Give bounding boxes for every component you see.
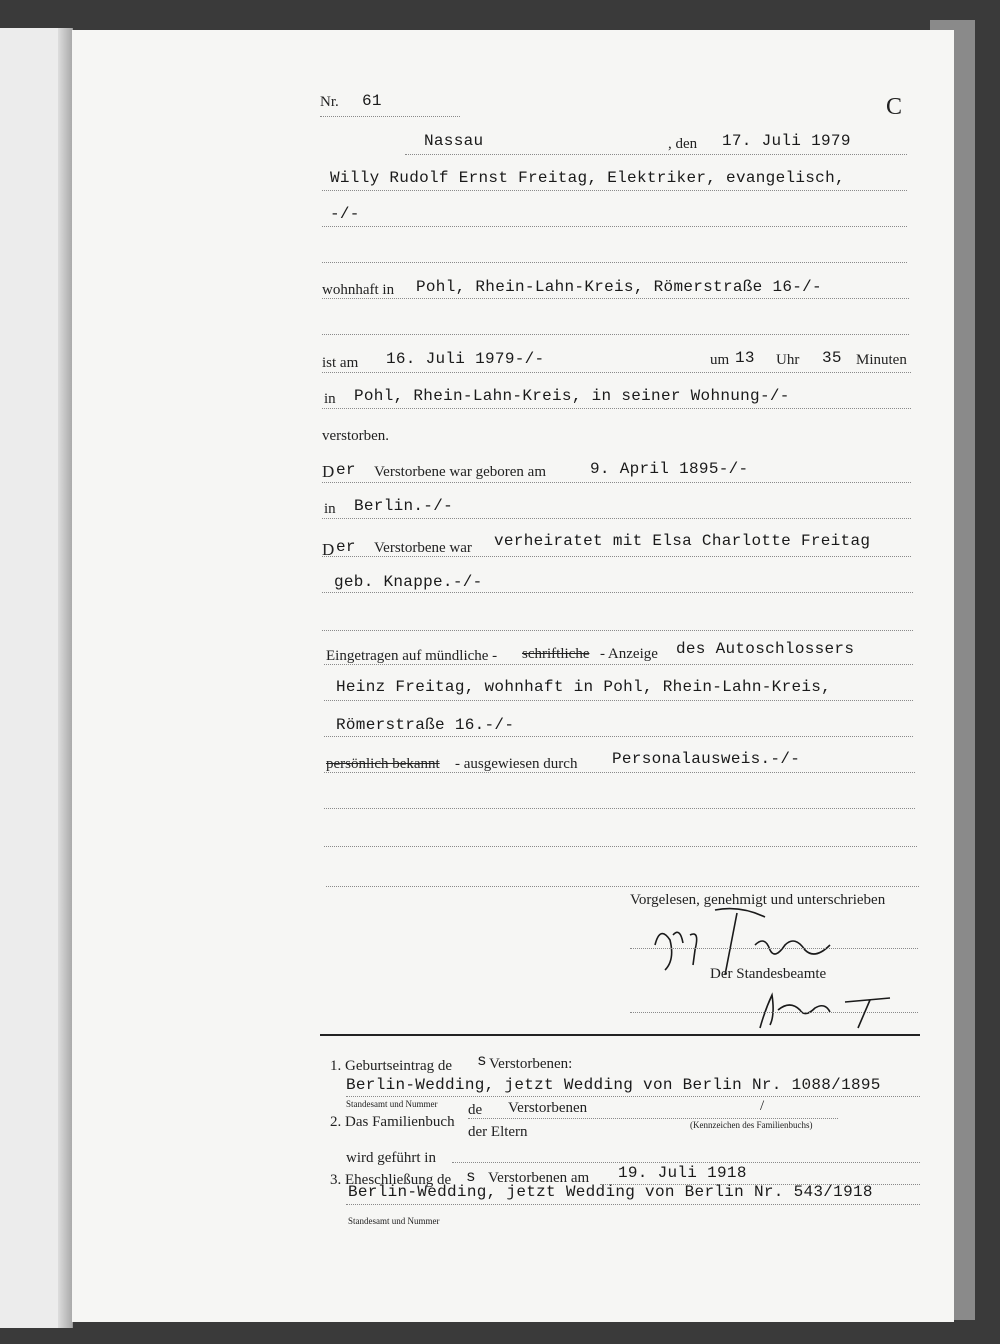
extra-line <box>322 226 907 227</box>
kennzeichen-label: (Kennzeichen des Familienbuchs) <box>690 1120 813 1130</box>
id-line <box>324 772 915 773</box>
death-date-line <box>322 372 911 373</box>
marriage-registry-line <box>346 1204 920 1205</box>
birth-place: Berlin.-/- <box>354 497 454 515</box>
signature-line-2 <box>630 1012 918 1013</box>
marriage-text-2: geb. Knappe.-/- <box>334 573 483 591</box>
address-line <box>322 298 909 299</box>
place-of-record: Nassau <box>424 132 484 150</box>
death-minutes: 35 <box>822 349 842 367</box>
item1-typed: s <box>477 1052 487 1070</box>
marriage-er: er <box>336 538 356 556</box>
register-letter: C <box>886 94 903 120</box>
death-place: Pohl, Rhein-Lahn-Kreis, in seiner Wohnung-/- <box>354 387 790 405</box>
standesamt-label-2: Standesamt und Nummer <box>348 1216 440 1226</box>
wohnhaft-label: wohnhaft in <box>322 282 395 298</box>
birth-date: 9. April 1895-/- <box>590 460 749 478</box>
death-date: 16. Juli 1979-/- <box>386 350 545 368</box>
wird-label: wird geführt in <box>346 1150 436 1166</box>
marriage-text-1: verheiratet mit Elsa Charlotte Freitag <box>494 532 871 550</box>
marriage-registry: Berlin-Wedding, jetzt Wedding von Berlin Nr. 543/1918 <box>348 1183 873 1201</box>
marriage-d: D <box>322 540 335 559</box>
birth-in-label: in <box>324 501 336 517</box>
marriage-label: Verstorbene war <box>374 540 472 556</box>
item1-label: 1. Geburtseintrag de <box>330 1058 453 1074</box>
blank-line-6 <box>326 886 919 887</box>
signature-line-1 <box>630 948 918 949</box>
record-date: 17. Juli 1979 <box>722 132 851 150</box>
death-in-label: in <box>324 391 336 407</box>
item1-suffix: Verstorbenen: <box>489 1056 573 1072</box>
blank-line <box>322 262 907 263</box>
page-gutter <box>58 28 72 1328</box>
minuten-label: Minuten <box>856 352 907 368</box>
informant-street: Römerstraße 16.-/- <box>336 716 515 734</box>
birth-d: D <box>322 462 335 481</box>
blank-line-4 <box>324 808 915 809</box>
informant-title: des Autoschlossers <box>676 640 855 658</box>
birth-date-line <box>322 482 911 483</box>
item2-slash: / <box>760 1098 765 1114</box>
nr-value: 61 <box>362 92 382 110</box>
registration-line-3 <box>324 736 913 737</box>
deceased-name: Willy Rudolf Ernst Freitag, Elektriker, evangelisch, <box>330 169 845 187</box>
item2-eltern: der Eltern <box>468 1124 528 1140</box>
item3-label: 3. Eheschließung de <box>330 1172 452 1188</box>
item2-verstorbenen: Verstorbenen <box>508 1100 588 1116</box>
nr-line <box>320 116 460 117</box>
familienbuch-line <box>468 1118 838 1119</box>
verstorben-label: verstorben. <box>322 428 390 444</box>
deceased-extra: -/- <box>330 205 360 223</box>
birth-place-line <box>322 518 911 519</box>
id-label: - ausgewiesen durch <box>455 756 578 772</box>
read-approved-label: Vorgelesen, genehmigt und unterschrieben <box>630 892 886 908</box>
informant-name: Heinz Freitag, wohnhaft in Pohl, Rhein-Lahn-Kreis, <box>336 678 832 696</box>
registration-label-b: - Anzeige <box>600 646 658 662</box>
id-document: Personalausweis.-/- <box>612 750 801 768</box>
registration-label-a: Eingetragen auf mündliche - <box>326 648 498 664</box>
marriage-line-1 <box>322 556 911 557</box>
birth-label: Verstorbene war geboren am <box>374 464 547 480</box>
residence-address: Pohl, Rhein-Lahn-Kreis, Römerstraße 16-/- <box>416 278 822 296</box>
footer-rule <box>320 1034 920 1036</box>
blank-line-3 <box>322 630 913 631</box>
marriage-date: 19. Juli 1918 <box>618 1164 747 1182</box>
registration-line-1 <box>324 664 913 665</box>
name-line <box>322 190 907 191</box>
wird-line <box>452 1162 920 1163</box>
item2-de: de <box>468 1102 483 1118</box>
den-label: , den <box>668 136 698 152</box>
uhr-label: Uhr <box>776 352 800 368</box>
birth-er: er <box>336 461 356 479</box>
registration-line-2 <box>324 700 913 701</box>
id-struck: persönlich bekannt <box>326 756 440 772</box>
official-signature <box>750 980 900 1030</box>
item3-typed: s <box>466 1168 476 1186</box>
item3-mid: Verstorbenen am <box>488 1170 590 1186</box>
official-label: Der Standesbeamte <box>710 966 827 982</box>
ist-am-label: ist am <box>322 355 359 371</box>
marriage-line-2 <box>322 592 913 593</box>
birth-registry: Berlin-Wedding, jetzt Wedding von Berlin Nr. 1088/1895 <box>346 1076 881 1094</box>
place-date-line <box>405 154 907 155</box>
blank-line-2 <box>322 334 909 335</box>
birth-registry-line <box>346 1096 920 1097</box>
standesamt-label: Standesamt und Nummer <box>346 1099 438 1109</box>
um-label: um <box>710 352 730 368</box>
item2-label: 2. Das Familienbuch <box>330 1114 455 1130</box>
nr-label: Nr. <box>320 94 339 110</box>
death-place-line <box>322 408 911 409</box>
blank-line-5 <box>324 846 917 847</box>
registration-struck: schriftliche <box>522 646 590 662</box>
death-hour: 13 <box>735 349 755 367</box>
